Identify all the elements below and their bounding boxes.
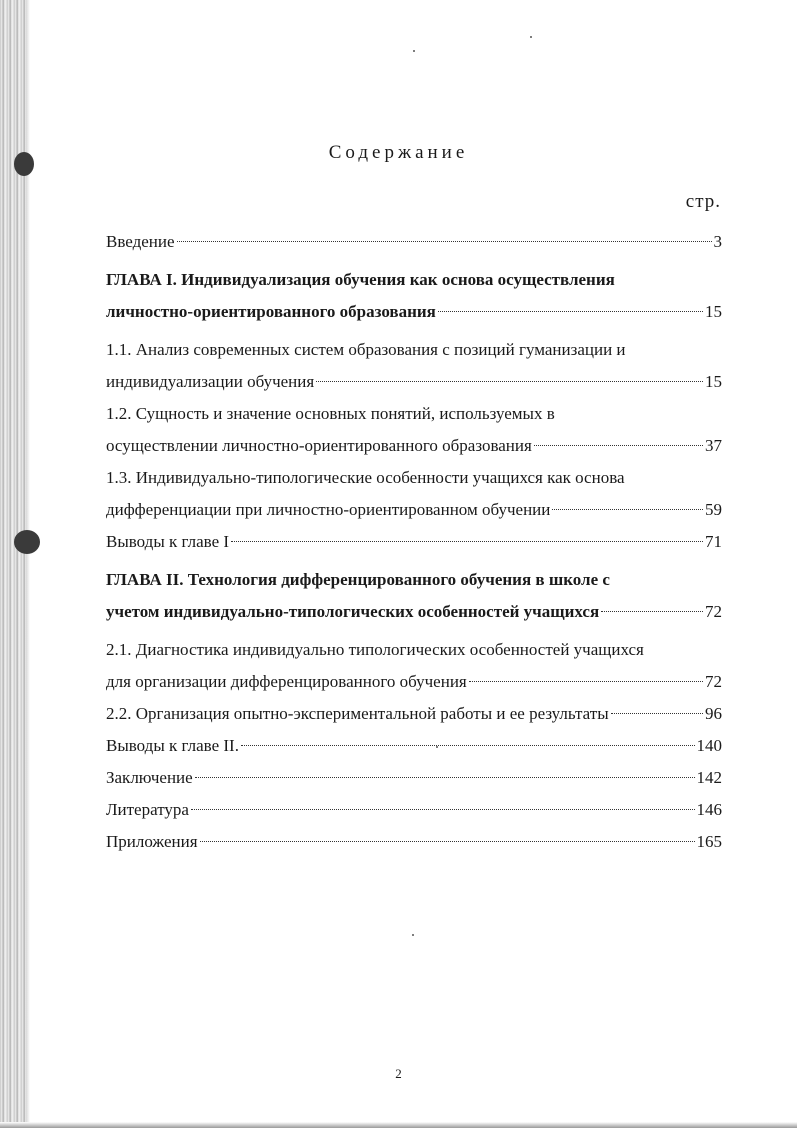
toc-entry-section-1-1[interactable] [106,366,722,398]
page-column-label: стр. [685,191,721,212]
toc-entry-chapter-1-conclusions[interactable] [106,526,722,558]
toc-entry-chapter-2-conclusions[interactable] [106,730,722,762]
toc-entry-chapter-1[interactable] [106,296,722,328]
toc-section-1-3-line1[interactable]: 1.3. Индивидуально-типологические особенности учащихся как основа [106,468,625,487]
toc-entry-section-2-2[interactable] [106,698,722,730]
toc-entry-conclusion[interactable] [106,762,722,794]
toc-entry-section-2-1[interactable] [106,666,722,698]
toc-entry-page: 15 [705,302,722,321]
toc-entry-page: 72 [705,602,722,621]
scan-speck [412,934,414,936]
toc-entry-label: Заключение [106,768,193,787]
toc-entry-label: индивидуализации обучения [106,372,315,391]
toc-entry-page: 72 [705,672,722,691]
toc-entry-page: 15 [705,372,722,391]
leader-dots [231,541,703,542]
leader-dots [191,809,695,810]
toc-entry-page: 59 [705,500,722,519]
toc-entry-page: 165 [696,832,722,851]
toc-entry-section-1-3[interactable] [106,494,722,526]
toc-entry-page: 37 [705,436,722,455]
toc-section-1-1-line1[interactable]: 1.1. Анализ современных систем образования с позиций гуманизации и [106,340,626,359]
leader-dots [195,777,695,778]
leader-dots [200,841,695,842]
toc-entry-label: Введение [106,232,175,251]
toc-entry-intro[interactable] [106,226,722,258]
punch-hole [14,530,40,554]
leader-dots [534,445,703,446]
toc-entry-page: 96 [705,704,722,723]
leader-dots [438,311,703,312]
document-title: Содержание [328,142,469,163]
toc-entry-label: личностно-ориентированного образования [106,302,436,321]
page-number: 2 [395,1066,402,1081]
toc-entry-page: 71 [705,532,722,551]
toc-entry-label: Литература [106,800,189,819]
scan-speck [530,36,532,38]
leader-dots [241,745,695,746]
toc-entry-page: 140 [696,736,722,755]
toc-entry-label: дифференциации при личностно-ориентированном обучении [106,500,551,519]
table-of-contents [106,226,722,858]
toc-entry-chapter-2[interactable] [106,596,722,628]
scan-bottom-edge [0,1122,797,1128]
toc-entry-label: 2.2. Организация опытно-экспериментальной работы и ее результаты [106,704,609,723]
toc-entry-page: 3 [713,232,722,251]
toc-entry-label: осуществлении личностно-ориентированного образования [106,436,532,455]
scan-speck [413,50,415,52]
toc-entry-label: Выводы к главе II. [106,736,239,755]
toc-entry-page: 142 [696,768,722,787]
leader-dots [552,509,703,510]
toc-entry-label: учетом индивидуально-типологических особенностей учащихся [106,602,600,621]
toc-chapter-2-heading[interactable]: ГЛАВА II. Технология дифференцированного обучения в школе с [106,570,610,589]
toc-entry-label: Выводы к главе I [106,532,230,551]
leader-dots [177,241,712,242]
toc-entry-literature[interactable] [106,794,722,826]
leader-dots [469,681,703,682]
leader-dots [601,611,703,612]
toc-entry-label: для организации дифференцированного обучения [106,672,467,691]
toc-entry-label: Приложения [106,832,198,851]
toc-section-2-1-line1[interactable]: 2.1. Диагностика индивидуально типологических особенностей учащихся [106,640,644,659]
toc-entry-section-1-2[interactable] [106,430,722,462]
leader-dots [611,713,703,714]
toc-chapter-1-heading[interactable]: ГЛАВА I. Индивидуализация обучения как основа осуществления [106,270,615,289]
toc-entry-appendices[interactable] [106,826,722,858]
toc-entry-page: 146 [696,800,722,819]
toc-section-1-2-line1[interactable]: 1.2. Сущность и значение основных понятий, используемых в [106,404,555,423]
leader-dots [316,381,703,382]
